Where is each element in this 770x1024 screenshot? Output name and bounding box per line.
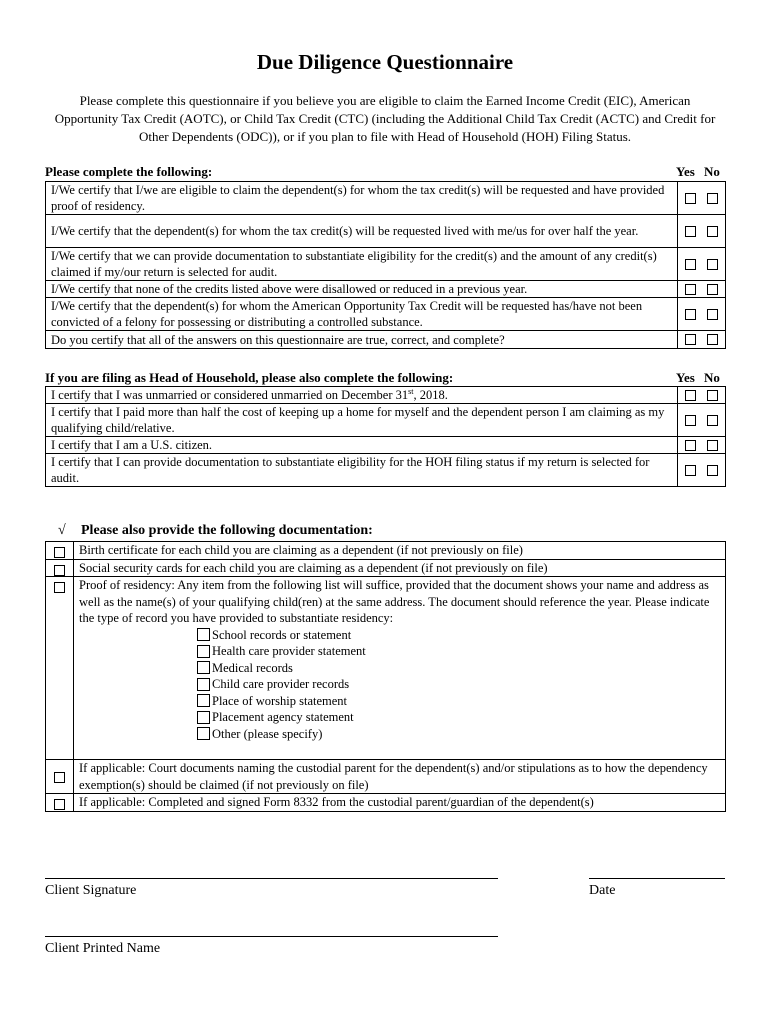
- yes-checkbox[interactable]: [685, 226, 696, 237]
- no-checkbox[interactable]: [707, 440, 718, 451]
- residency-checkbox[interactable]: [197, 727, 210, 740]
- question-row: [46, 454, 726, 487]
- yes-checkbox[interactable]: [685, 309, 696, 320]
- question-text: I certify that I paid more than half the cost of keeping up a home for myself and the dependent person I am claiming as my qualifying child/relative.: [46, 404, 678, 437]
- question-text: I/We certify that the dependent(s) for whom the tax credit(s) will be requested lived with me/us for over half the year.: [46, 215, 678, 248]
- residency-option[interactable]: Medical records: [197, 660, 720, 677]
- no-checkbox[interactable]: [707, 334, 718, 345]
- residency-option[interactable]: Place of worship statement: [197, 693, 720, 710]
- residency-checkbox[interactable]: [197, 694, 210, 707]
- yes-checkbox[interactable]: [685, 390, 696, 401]
- yes-checkbox[interactable]: [685, 415, 696, 426]
- no-checkbox[interactable]: [707, 226, 718, 237]
- question-row: [46, 437, 726, 454]
- question-row: [46, 215, 726, 248]
- residency-checkbox[interactable]: [197, 711, 210, 724]
- doc-row: [46, 542, 726, 560]
- no-checkbox[interactable]: [707, 284, 718, 295]
- yes-checkbox[interactable]: [685, 284, 696, 295]
- residency-checkbox[interactable]: [197, 645, 210, 658]
- residency-options: [197, 627, 720, 743]
- doc-item-text: If applicable: Completed and signed Form 8332 from the custodial parent/guardian of the dependent(s): [74, 794, 726, 812]
- doc-row: [46, 794, 726, 812]
- checkmark-icon: √: [58, 523, 66, 538]
- intro-text: Please complete this questionnaire if you believe you are eligible to claim the Earned Income Credit (EIC), American Opportunity Tax Credit (AOTC), or Child Tax Credit (CTC) (including the Additional Child Tax Credit (ACTC) and Credit for Other Dependents (ODC)), or if you plan to file with Head of Household (HOH) Filing Status.: [54, 93, 716, 144]
- doc-checkbox[interactable]: [54, 772, 65, 783]
- doc-checkbox[interactable]: [54, 565, 65, 576]
- question-text: I/We certify that the dependent(s) for whom the American Opportunity Tax Credit will be requested has/have not been convicted of a felony for possessing or distributing a controlled substance.: [46, 298, 678, 331]
- section2-heading: If you are filing as Head of Household, please also complete the following:: [45, 370, 454, 385]
- residency-option[interactable]: Other (please specify): [197, 726, 720, 743]
- no-checkbox[interactable]: [707, 193, 718, 204]
- page-title: Due Diligence Questionnaire: [256, 50, 514, 74]
- yes-checkbox[interactable]: [685, 465, 696, 476]
- question-text: I/We certify that none of the credits listed above were disallowed or reduced in a previous year.: [46, 281, 678, 298]
- residency-option[interactable]: Placement agency statement: [197, 709, 720, 726]
- doc-row: [46, 559, 726, 577]
- section1-table: [45, 181, 726, 349]
- section2-table: [45, 386, 726, 487]
- residency-option[interactable]: Health care provider statement: [197, 643, 720, 660]
- no-checkbox[interactable]: [707, 309, 718, 320]
- doc-row: [46, 760, 726, 794]
- date-line[interactable]: [589, 878, 725, 879]
- date-label: Date: [589, 883, 616, 898]
- residency-checkbox[interactable]: [197, 661, 210, 674]
- doc-item-text: Proof of residency: Any item from the following list will suffice, provided that the document shows your name and address as well as the name(s) of your qualifying child(ren) at the same address. The document should reference the year. Please indicate the type of record you have provided to substantiate residency:: [79, 578, 710, 625]
- doc-item-text: Social security cards for each child you are claiming as a dependent (if not previously on file): [74, 559, 726, 577]
- question-row: [46, 404, 726, 437]
- question-row: [46, 331, 726, 349]
- question-row: [46, 298, 726, 331]
- doc-checkbox[interactable]: [54, 547, 65, 558]
- no-checkbox[interactable]: [707, 390, 718, 401]
- question-text: I certify that I can provide documentation to substantiate eligibility for the HOH filing status if my return is selected for audit.: [46, 454, 678, 487]
- yes-checkbox[interactable]: [685, 259, 696, 270]
- question-text: I certify that I am a U.S. citizen.: [46, 437, 678, 454]
- question-row: [46, 281, 726, 298]
- question-row: [46, 248, 726, 281]
- question-text: I/We certify that I/we are eligible to claim the dependent(s) for whom the tax credit(s) will be requested and have provided proof of residency.: [46, 182, 678, 215]
- client-signature-label: Client Signature: [45, 883, 137, 898]
- no-checkbox[interactable]: [707, 259, 718, 270]
- question-row: [46, 387, 726, 404]
- question-text: I/We certify that we can provide documentation to substantiate eligibility for the credit(s) and the amount of any credit(s) claimed if my/our return is selected for audit.: [46, 248, 678, 281]
- yes-checkbox[interactable]: [685, 193, 696, 204]
- residency-checkbox[interactable]: [197, 628, 210, 641]
- client-printed-name-line[interactable]: [45, 936, 498, 937]
- yes-checkbox[interactable]: [685, 440, 696, 451]
- question-row: [46, 182, 726, 215]
- doc-checkbox[interactable]: [54, 582, 65, 593]
- section1-heading: Please complete the following:: [45, 164, 213, 179]
- no-checkbox[interactable]: [707, 465, 718, 476]
- client-printed-name-label: Client Printed Name: [45, 941, 161, 956]
- section1-yes-label: Yes: [676, 164, 695, 179]
- residency-option[interactable]: School records or statement: [197, 627, 720, 644]
- yes-checkbox[interactable]: [685, 334, 696, 345]
- question-text: Do you certify that all of the answers on this questionnaire are true, correct, and complete?: [46, 331, 678, 349]
- section2-yes-label: Yes: [676, 370, 695, 385]
- section2-no-label: No: [704, 370, 720, 385]
- doc-row: [46, 577, 726, 760]
- residency-option[interactable]: Child care provider records: [197, 676, 720, 693]
- residency-checkbox[interactable]: [197, 678, 210, 691]
- section3-heading: Please also provide the following documentation:: [81, 523, 373, 538]
- documentation-table: [45, 541, 726, 812]
- client-signature-line[interactable]: [45, 878, 498, 879]
- question-text: I certify that I was unmarried or considered unmarried on December 31st, 2018.: [46, 387, 678, 404]
- doc-item-text: Birth certificate for each child you are claiming as a dependent (if not previously on file): [74, 542, 726, 560]
- no-checkbox[interactable]: [707, 415, 718, 426]
- section1-no-label: No: [704, 164, 720, 179]
- doc-checkbox[interactable]: [54, 799, 65, 810]
- doc-item-text: If applicable: Court documents naming the custodial parent for the dependent(s) and/or stipulations as to how the dependency exemption(s) should be claimed (if not previously on file): [74, 760, 726, 794]
